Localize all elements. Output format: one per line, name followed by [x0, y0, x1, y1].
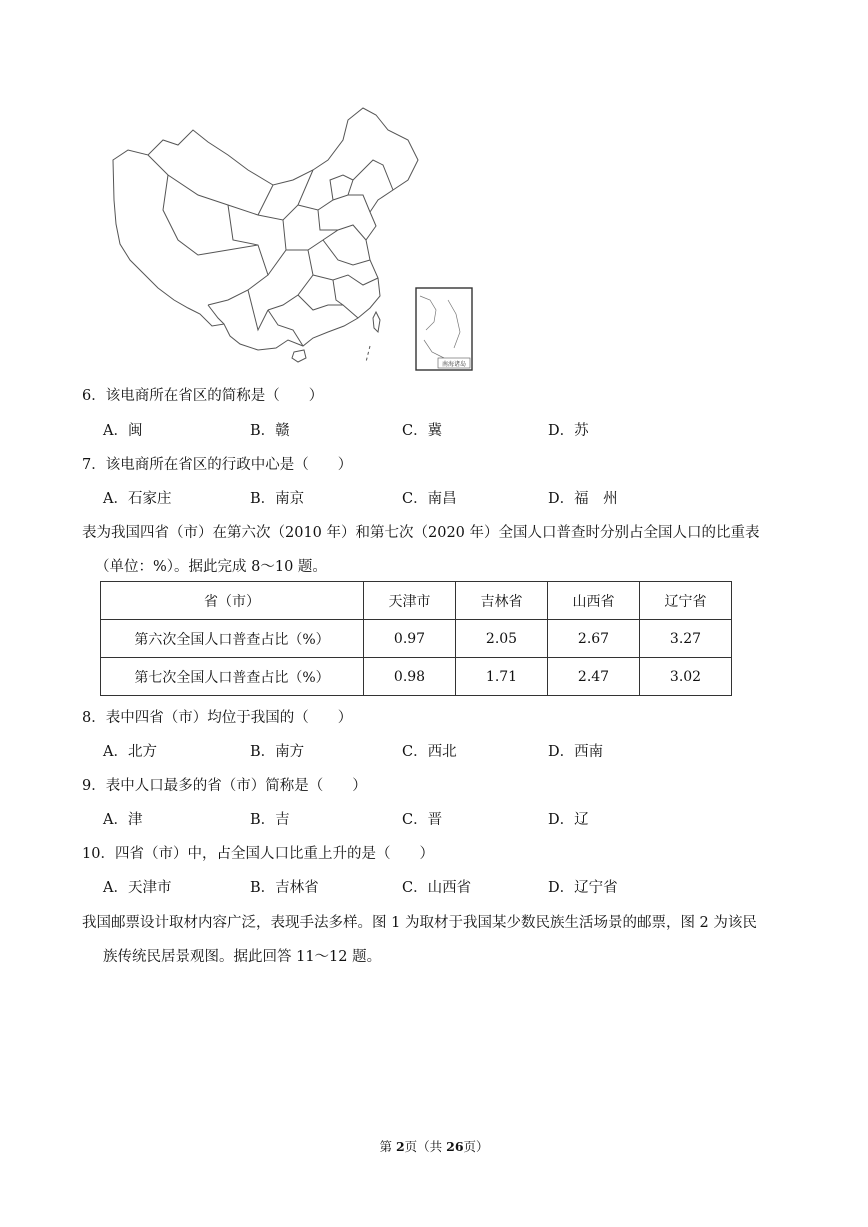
option-d[interactable]: D．福 州: [548, 491, 618, 507]
stamp-intro-line1: 我国邮票设计取材内容广泛，表现手法多样。图 1 为取材于我国某少数民族生活场景的邮票，图 2 为该民: [82, 915, 757, 931]
option-d[interactable]: D．西南: [548, 744, 604, 760]
option-c[interactable]: C．南昌: [402, 491, 457, 507]
table-cell: 3.02: [640, 658, 732, 696]
population-table: [100, 581, 732, 696]
option-d[interactable]: D．苏: [548, 423, 589, 439]
header-cell: 天津市: [364, 582, 456, 620]
question-8-stem: 8．表中四省（市）均位于我国的（ ）: [82, 710, 353, 726]
option-c[interactable]: C．西北: [402, 744, 457, 760]
table-cell: 1.71: [456, 658, 548, 696]
header-cell: 辽宁省: [640, 582, 732, 620]
page-footer: [0, 1137, 868, 1155]
intro-paragraph-line2: （单位：%）。据此完成 8～10 题。: [95, 559, 327, 575]
question-9-options: [103, 808, 803, 830]
footer-prefix: 第: [379, 1139, 396, 1154]
table-cell: 2.67: [548, 620, 640, 658]
row-label: 第六次全国人口普查占比（%）: [101, 620, 364, 658]
question-9-stem: 9．表中人口最多的省（市）简称是（ ）: [82, 778, 367, 794]
table-cell: 0.97: [364, 620, 456, 658]
option-c[interactable]: C．山西省: [402, 880, 472, 896]
option-b[interactable]: B．吉: [250, 812, 290, 828]
option-a[interactable]: A．闽: [103, 423, 143, 439]
footer-suffix: 页）: [463, 1139, 489, 1154]
option-c[interactable]: C．冀: [402, 423, 443, 439]
option-b[interactable]: B．赣: [250, 423, 290, 439]
option-a[interactable]: A．石家庄: [103, 491, 172, 507]
question-7-stem: 7．该电商所在省区的行政中心是（ ）: [82, 457, 353, 473]
option-b[interactable]: B．吉林省: [250, 880, 319, 896]
option-a[interactable]: A．津: [103, 812, 143, 828]
question-7-options: [103, 487, 803, 509]
option-c[interactable]: C．晋: [402, 812, 443, 828]
current-page-number: 2: [395, 1139, 405, 1154]
footer-mid: 页（共: [404, 1139, 447, 1154]
table-cell: 3.27: [640, 620, 732, 658]
option-d[interactable]: D．辽宁省: [548, 880, 618, 896]
china-map: [108, 100, 480, 376]
question-10-stem: 10．四省（市）中，占全国人口比重上升的是（ ）: [82, 846, 434, 862]
question-10-options: [103, 876, 803, 898]
table-cell: 2.47: [548, 658, 640, 696]
table-row: [101, 658, 732, 696]
question-6-stem: 6．该电商所在省区的简称是（ ）: [82, 388, 324, 404]
table-header-row: [101, 582, 732, 620]
intro-paragraph-line1: 表为我国四省（市）在第六次（2010 年）和第七次（2020 年）全国人口普查时分别占全国人口的比重表: [82, 525, 760, 541]
option-a[interactable]: A．北方: [103, 744, 157, 760]
question-8-options: [103, 740, 803, 762]
table-cell: 2.05: [456, 620, 548, 658]
option-a[interactable]: A．天津市: [103, 880, 172, 896]
table-row: [101, 620, 732, 658]
row-label: 第七次全国人口普查占比（%）: [101, 658, 364, 696]
total-pages-number: 26: [446, 1139, 464, 1154]
header-cell: 山西省: [548, 582, 640, 620]
header-cell: 省（市）: [101, 582, 364, 620]
question-6-options: [103, 419, 803, 441]
option-b[interactable]: B．南京: [250, 491, 305, 507]
option-d[interactable]: D．辽: [548, 812, 589, 828]
inset-label: 南海诸岛: [441, 361, 467, 368]
table-cell: 0.98: [364, 658, 456, 696]
option-b[interactable]: B．南方: [250, 744, 305, 760]
header-cell: 吉林省: [456, 582, 548, 620]
stamp-intro-line2: 族传统民居景观图。据此回答 11～12 题。: [103, 949, 382, 965]
